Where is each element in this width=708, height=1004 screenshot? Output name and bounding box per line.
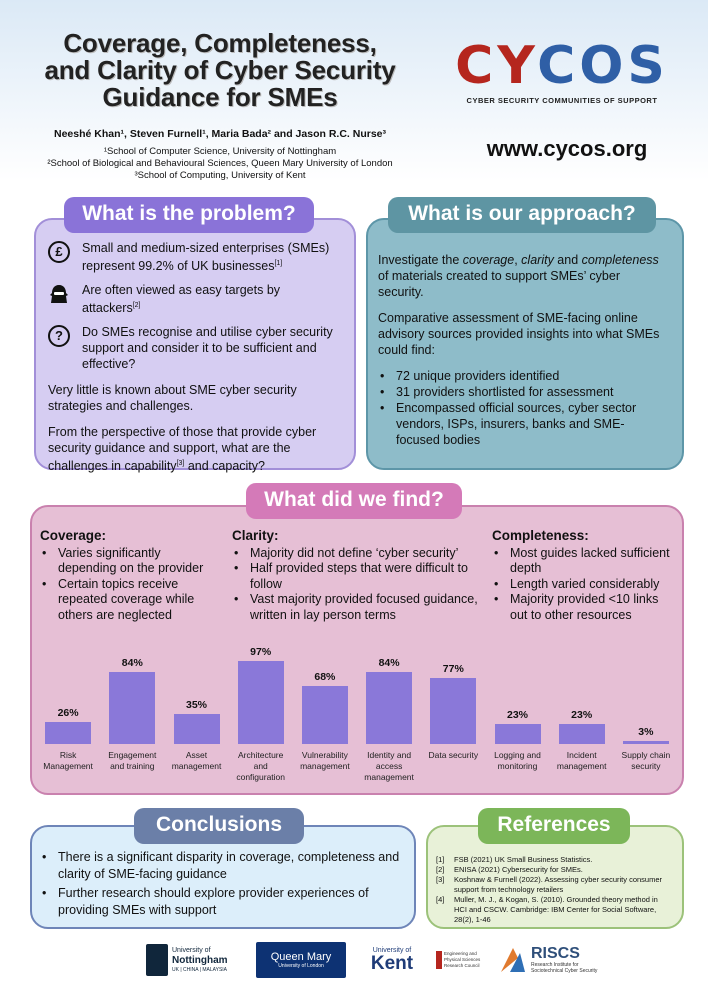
finding-heading: Clarity: bbox=[232, 528, 279, 543]
problem-panel bbox=[34, 218, 356, 474]
chart-category-line: Vulnerability bbox=[301, 750, 348, 760]
chart-category-line: Logging and bbox=[494, 750, 541, 760]
finding-column-coverage bbox=[40, 528, 220, 623]
chart-category-label bbox=[486, 750, 550, 772]
chart-category-line: security bbox=[631, 761, 661, 771]
chart-value-label: 23% bbox=[571, 709, 593, 722]
chart-category-line: management bbox=[300, 761, 350, 771]
affiliation-2: ²School of Biological and Behavioural Sciences, Queen Mary University of London bbox=[47, 158, 393, 169]
chart-category-label bbox=[421, 750, 485, 761]
problem-para-2-text: From the perspective of those that provide cyber security guidance and support, what are the challenges in capability bbox=[48, 425, 317, 474]
chart-bar bbox=[174, 714, 220, 744]
reference-item bbox=[436, 865, 672, 875]
chart-bar bbox=[302, 686, 348, 744]
chart-bar bbox=[109, 672, 155, 744]
conclusion-bullet: • Further research should explore provider experiences of providing SMEs with support bbox=[40, 885, 402, 919]
riscs-mark-icon bbox=[498, 945, 528, 975]
riscs-line-3: Sociotechnical Cyber Security bbox=[531, 968, 598, 974]
chart-value-label: 84% bbox=[121, 656, 143, 669]
problem-item-ref: [2] bbox=[132, 302, 141, 310]
finding-bullet: • Majority did not define ‘cyber security’ bbox=[232, 546, 482, 562]
chart-category-line: management bbox=[364, 772, 414, 782]
finding-heading: Completeness: bbox=[492, 528, 589, 543]
poster-title bbox=[30, 30, 410, 111]
chart-category-line: access bbox=[375, 761, 403, 771]
cycos-logo bbox=[446, 36, 678, 112]
riscs-logo bbox=[498, 942, 598, 978]
kent-line-2: Kent bbox=[370, 953, 414, 974]
approach-intro-c: and bbox=[553, 253, 582, 267]
approach-intro-b: , bbox=[514, 253, 522, 267]
finding-column-completeness bbox=[492, 528, 678, 623]
affiliation-1: ¹School of Computer Science, University of Nottingham bbox=[103, 146, 337, 157]
queen-mary-line-1: Queen Mary bbox=[270, 951, 332, 963]
logo-subtitle: CYBER SECURITY COMMUNITIES OF SUPPORT bbox=[466, 96, 658, 105]
problem-para-2-ref: [3] bbox=[176, 460, 185, 468]
nottingham-crest-icon bbox=[146, 944, 168, 976]
reference-text: Muller, M. J., & Kogan, S. (2010). Grounded theory method in HCI and CSCW. Cambridge: IBM Center for Social Software, 28(2), 1-46 bbox=[454, 895, 658, 924]
conclusion-bullet: • There is a significant disparity in coverage, completeness and clarity of SME-facing guidance bbox=[40, 849, 402, 883]
riscs-line-2: Research Institute for bbox=[531, 962, 579, 968]
queen-mary-logo bbox=[256, 942, 346, 978]
problem-item-text: Do SMEs recognise and utilise cyber security support and consider it to be sufficient and effective? bbox=[82, 325, 333, 372]
chart-value-label: 77% bbox=[442, 662, 464, 675]
chart-value-label: 26% bbox=[57, 706, 79, 719]
website-url[interactable]: www.cycos.org bbox=[486, 136, 648, 161]
reference-item bbox=[436, 855, 672, 865]
nottingham-line-3: UK | CHINA | MALAYSIA bbox=[172, 966, 228, 973]
chart-category-label bbox=[550, 750, 614, 772]
approach-bullet: • 31 providers shortlisted for assessment bbox=[378, 384, 668, 400]
reference-num: [4] bbox=[436, 895, 445, 904]
reference-item bbox=[436, 895, 672, 925]
kent-line-1: University of bbox=[372, 947, 412, 954]
reference-text: FSB (2021) UK Small Business Statistics. bbox=[454, 855, 593, 864]
epsrc-line-3: Research Council bbox=[444, 963, 480, 968]
affiliation-3: ³School of Computing, University of Kent bbox=[134, 170, 306, 181]
problem-para-2 bbox=[48, 424, 340, 474]
problem-item bbox=[48, 324, 340, 372]
nottingham-line-1: University of bbox=[172, 946, 211, 954]
approach-para: Comparative assessment of SME-facing online advisory sources provided insights into what SMEs could find: bbox=[378, 311, 660, 357]
chart-value-label: 35% bbox=[185, 698, 207, 711]
chart-category-line: Incident bbox=[566, 750, 597, 760]
approach-intro-a: Investigate the bbox=[378, 253, 463, 267]
logo-cy: CY bbox=[455, 36, 538, 96]
reference-num: [3] bbox=[436, 875, 445, 884]
chart-category-label bbox=[36, 750, 100, 772]
chart-category-line: management bbox=[556, 761, 607, 771]
finding-bullet: • Certain topics receive repeated coverage while others are neglected bbox=[40, 577, 220, 624]
chart-category-line: and bbox=[253, 761, 268, 771]
chart-category-line: Engagement bbox=[108, 750, 157, 760]
approach-intro bbox=[378, 252, 668, 300]
nottingham-line-2: Nottingham bbox=[172, 954, 228, 966]
finding-bullet: • Majority provided <10 links out to other resources bbox=[492, 592, 678, 623]
reference-text: ENISA (2021) Cybersecurity for SMEs. bbox=[454, 865, 583, 874]
chart-category-label bbox=[229, 750, 293, 783]
reference-num: [2] bbox=[436, 865, 445, 874]
problem-item bbox=[48, 240, 340, 274]
chart-value-label: 68% bbox=[314, 670, 336, 683]
riscs-line-1: RISCS bbox=[531, 945, 580, 962]
chart-category-line: Management bbox=[43, 761, 93, 771]
approach-list bbox=[378, 368, 668, 448]
finding-heading: Coverage: bbox=[40, 528, 107, 543]
approach-title: What is our approach? bbox=[388, 197, 656, 233]
finding-list bbox=[232, 546, 482, 624]
kent-logo bbox=[364, 942, 420, 978]
affiliations bbox=[20, 146, 420, 182]
finding-bullet: • Half provided steps that were difficult to follow bbox=[232, 561, 482, 592]
approach-intro-completeness: completeness bbox=[581, 253, 659, 267]
title-line-2: and Clarity of Cyber Security bbox=[44, 55, 396, 85]
chart-category-line: Risk bbox=[59, 750, 77, 760]
chart-category-line: Supply chain bbox=[621, 750, 671, 760]
chart-value-label: 23% bbox=[506, 709, 528, 722]
chart-category-label bbox=[357, 750, 421, 783]
approach-bullet: • Encompassed official sources, cyber sector vendors, ISPs, insurers, banks and SME-focused bodies bbox=[378, 400, 668, 448]
finding-bullet: • Varies significantly depending on the provider bbox=[40, 546, 220, 577]
chart-value-label: 97% bbox=[250, 645, 272, 658]
chart-category-label bbox=[614, 750, 678, 772]
chart-category-line: management bbox=[171, 761, 222, 771]
approach-intro-d: of materials created to support SMEs’ cyber security. bbox=[378, 269, 620, 299]
chart-bar bbox=[495, 724, 541, 744]
conclusions-title: Conclusions bbox=[134, 808, 304, 844]
nottingham-logo bbox=[146, 942, 246, 978]
problem-title: What is the problem? bbox=[64, 197, 314, 233]
chart-category-line: monitoring bbox=[497, 761, 538, 771]
reference-num: [1] bbox=[436, 855, 445, 864]
epsrc-line-1: Engineering and bbox=[444, 951, 477, 956]
problem-item bbox=[48, 282, 340, 316]
chart-category-label bbox=[293, 750, 357, 772]
chart-bar bbox=[559, 724, 605, 744]
chart-category-line: Identity and bbox=[367, 750, 412, 760]
chart-category-line: Data security bbox=[428, 750, 479, 760]
finding-bullet: • Length varied considerably bbox=[492, 577, 678, 593]
epsrc-logo bbox=[436, 942, 488, 978]
finding-column-clarity bbox=[232, 528, 482, 623]
chart-bar bbox=[238, 661, 284, 744]
hacker-icon bbox=[48, 283, 70, 305]
problem-item-ref: [1] bbox=[274, 260, 283, 267]
references-title: References bbox=[478, 808, 630, 844]
finding-bullet: • Vast majority provided focused guidance, written in lay person terms bbox=[232, 592, 482, 623]
chart-bar bbox=[366, 672, 412, 744]
finding-list bbox=[492, 546, 678, 624]
queen-mary-line-2: University of London bbox=[278, 963, 324, 969]
authors: Neeshé Khan¹, Steven Furnell¹, Maria Bada² and Jason R.C. Nurse³ bbox=[54, 128, 386, 140]
approach-intro-clarity: clarity bbox=[521, 253, 554, 267]
chart-category-line: Architecture bbox=[238, 750, 284, 760]
title-line-1: Coverage, Completeness, bbox=[63, 28, 377, 58]
approach-panel bbox=[366, 218, 684, 470]
chart-value-label: 84% bbox=[378, 656, 400, 669]
chart-bar bbox=[45, 722, 91, 744]
chart-category-line: Asset bbox=[185, 750, 208, 760]
reference-text: Koshnaw & Furnell (2022). Assessing cyber security consumer support from technology retailers bbox=[454, 875, 663, 894]
epsrc-line-2: Physical Sciences bbox=[444, 957, 481, 962]
finding-list bbox=[40, 546, 220, 624]
finding-bullet: • Most guides lacked sufficient depth bbox=[492, 546, 678, 577]
question-icon: ? bbox=[48, 325, 70, 347]
problem-para-2-end: and capacity? bbox=[184, 459, 265, 474]
approach-bullet: • 72 unique providers identified bbox=[378, 368, 668, 384]
logo-cos: COS bbox=[537, 36, 669, 96]
approach-intro-coverage: coverage bbox=[462, 253, 515, 267]
chart-category-line: configuration bbox=[236, 772, 286, 782]
chart-category-line: and training bbox=[110, 761, 155, 771]
chart-bar bbox=[430, 678, 476, 744]
chart-category-label bbox=[100, 750, 164, 772]
title-line-3: Guidance for SMEs bbox=[102, 82, 338, 112]
findings-title: What did we find? bbox=[246, 483, 462, 519]
coverage-bar-chart bbox=[36, 645, 678, 793]
chart-category-label bbox=[165, 750, 229, 772]
problem-para-1: Very little is known about SME cyber security strategies and challenges. bbox=[48, 383, 297, 414]
problem-item-text: Small and medium-sized enterprises (SMEs) represent 99.2% of UK businesses bbox=[82, 241, 330, 274]
chart-bar bbox=[623, 741, 669, 744]
pound-icon: £ bbox=[48, 241, 70, 263]
chart-value-label: 3% bbox=[638, 726, 654, 739]
problem-item-text: Are often viewed as easy targets by attackers bbox=[82, 283, 281, 316]
reference-item bbox=[436, 875, 672, 895]
